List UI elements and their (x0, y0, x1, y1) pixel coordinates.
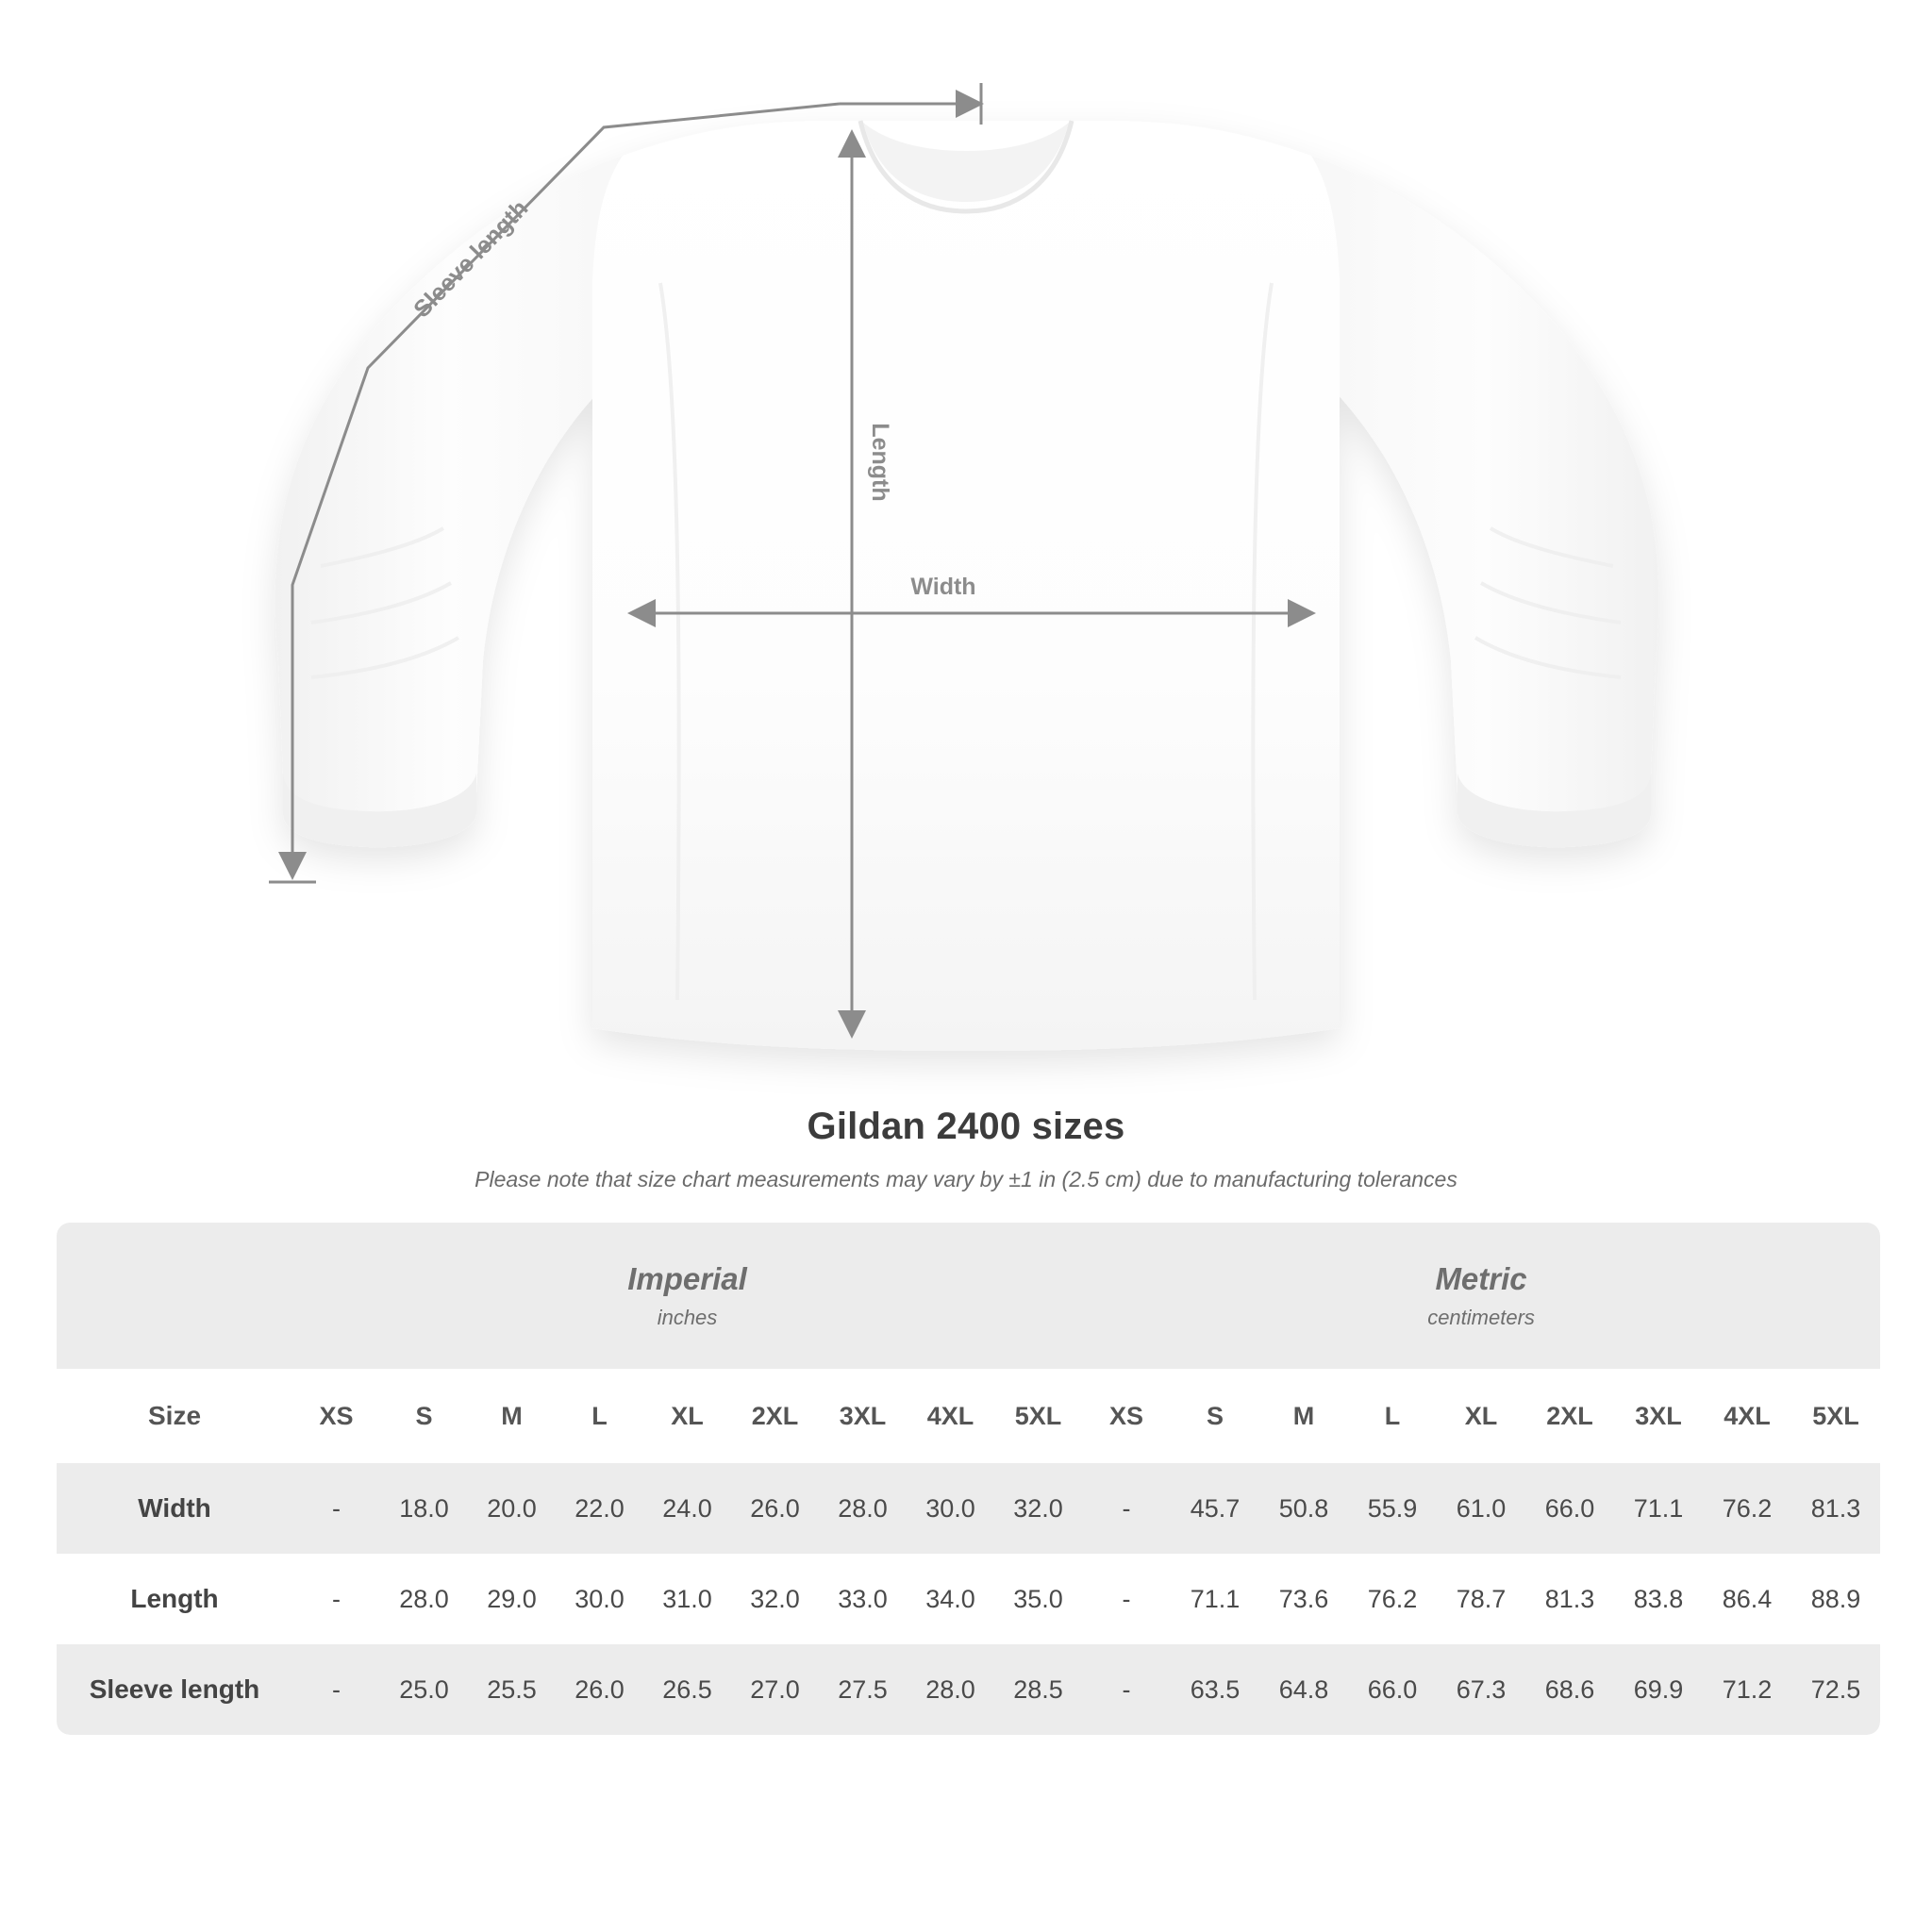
cell-length-met-4xl: 86.4 (1703, 1554, 1791, 1644)
tolerance-note: Please note that size chart measurements may vary by ±1 in (2.5 cm) due to manufacturing tolerances (475, 1167, 1457, 1191)
size-table-wrap (57, 1223, 1875, 1735)
row-label-sleeve-length: Sleeve length (57, 1644, 292, 1735)
cell-width-imp-4xl: 30.0 (907, 1463, 994, 1554)
table-row (57, 1554, 1880, 1644)
cell-length-met-5xl: 88.9 (1791, 1554, 1880, 1644)
page-title: Gildan 2400 sizes (807, 1106, 1125, 1147)
cell-length-imp-l: 30.0 (556, 1554, 643, 1644)
cell-length-met-l: 76.2 (1348, 1554, 1437, 1644)
col-header-met-s: S (1171, 1369, 1259, 1463)
col-header-imp-s: S (380, 1369, 468, 1463)
title-block (0, 1106, 1932, 1192)
cell-sleeve-met-xl: 67.3 (1437, 1644, 1525, 1735)
cell-width-met-5xl: 81.3 (1791, 1463, 1880, 1554)
cell-width-met-3xl: 71.1 (1614, 1463, 1703, 1554)
cell-length-imp-2xl: 32.0 (731, 1554, 819, 1644)
length-label: Length (867, 423, 893, 502)
cell-sleeve-met-3xl: 69.9 (1614, 1644, 1703, 1735)
size-table (57, 1223, 1880, 1735)
imperial-header (292, 1223, 1082, 1369)
metric-name: Metric (1435, 1261, 1527, 1296)
cell-sleeve-imp-3xl: 27.5 (819, 1644, 907, 1735)
cell-length-met-m: 73.6 (1259, 1554, 1348, 1644)
cell-sleeve-met-4xl: 71.2 (1703, 1644, 1791, 1735)
sleeve-length-label: Sleeve length (408, 194, 534, 324)
cell-sleeve-imp-l: 26.0 (556, 1644, 643, 1735)
units-row (57, 1223, 1880, 1369)
cell-sleeve-imp-xl: 26.5 (643, 1644, 731, 1735)
col-header-met-xs: XS (1082, 1369, 1171, 1463)
cell-length-imp-xl: 31.0 (643, 1554, 731, 1644)
size-header-label: Size (57, 1369, 292, 1463)
col-header-met-m: M (1259, 1369, 1348, 1463)
cell-sleeve-imp-m: 25.5 (468, 1644, 556, 1735)
col-header-met-2xl: 2XL (1525, 1369, 1614, 1463)
col-header-imp-xl: XL (643, 1369, 731, 1463)
col-header-met-4xl: 4XL (1703, 1369, 1791, 1463)
cell-width-met-4xl: 76.2 (1703, 1463, 1791, 1554)
cell-sleeve-imp-4xl: 28.0 (907, 1644, 994, 1735)
metric-sub: centimeters (1427, 1306, 1535, 1329)
col-header-imp-4xl: 4XL (907, 1369, 994, 1463)
cell-length-imp-s: 28.0 (380, 1554, 468, 1644)
cell-width-imp-5xl: 32.0 (994, 1463, 1082, 1554)
col-header-met-l: L (1348, 1369, 1437, 1463)
col-header-met-3xl: 3XL (1614, 1369, 1703, 1463)
cell-width-imp-xl: 24.0 (643, 1463, 731, 1554)
table-row (57, 1463, 1880, 1554)
col-header-imp-3xl: 3XL (819, 1369, 907, 1463)
col-header-imp-l: L (556, 1369, 643, 1463)
cell-width-imp-l: 22.0 (556, 1463, 643, 1554)
row-label-length: Length (57, 1554, 292, 1644)
cell-width-imp-xs: - (292, 1463, 380, 1554)
cell-width-met-m: 50.8 (1259, 1463, 1348, 1554)
row-label-width: Width (57, 1463, 292, 1554)
col-header-met-xl: XL (1437, 1369, 1525, 1463)
cell-length-met-s: 71.1 (1171, 1554, 1259, 1644)
cell-width-met-xs: - (1082, 1463, 1171, 1554)
cell-length-imp-xs: - (292, 1554, 380, 1644)
cell-width-imp-3xl: 28.0 (819, 1463, 907, 1554)
units-spacer (57, 1223, 292, 1369)
table-row (57, 1644, 1880, 1735)
cell-length-met-3xl: 83.8 (1614, 1554, 1703, 1644)
cell-sleeve-met-l: 66.0 (1348, 1644, 1437, 1735)
cell-length-imp-5xl: 35.0 (994, 1554, 1082, 1644)
metric-header (1082, 1223, 1880, 1369)
cell-sleeve-met-5xl: 72.5 (1791, 1644, 1880, 1735)
cell-length-met-2xl: 81.3 (1525, 1554, 1614, 1644)
col-header-imp-xs: XS (292, 1369, 380, 1463)
cell-sleeve-imp-xs: - (292, 1644, 380, 1735)
cell-sleeve-met-m: 64.8 (1259, 1644, 1348, 1735)
col-header-met-5xl: 5XL (1791, 1369, 1880, 1463)
col-header-imp-m: M (468, 1369, 556, 1463)
cell-length-imp-3xl: 33.0 (819, 1554, 907, 1644)
imperial-name: Imperial (627, 1261, 747, 1296)
cell-width-met-2xl: 66.0 (1525, 1463, 1614, 1554)
cell-sleeve-met-s: 63.5 (1171, 1644, 1259, 1735)
cell-width-met-s: 45.7 (1171, 1463, 1259, 1554)
cell-length-met-xs: - (1082, 1554, 1171, 1644)
cell-sleeve-imp-5xl: 28.5 (994, 1644, 1082, 1735)
col-header-imp-5xl: 5XL (994, 1369, 1082, 1463)
col-header-imp-2xl: 2XL (731, 1369, 819, 1463)
cell-width-met-xl: 61.0 (1437, 1463, 1525, 1554)
cell-length-met-xl: 78.7 (1437, 1554, 1525, 1644)
cell-sleeve-imp-s: 25.0 (380, 1644, 468, 1735)
cell-length-imp-4xl: 34.0 (907, 1554, 994, 1644)
cell-width-imp-2xl: 26.0 (731, 1463, 819, 1554)
size-header-row (57, 1369, 1880, 1463)
cell-length-imp-m: 29.0 (468, 1554, 556, 1644)
cell-width-imp-m: 20.0 (468, 1463, 556, 1554)
cell-width-met-l: 55.9 (1348, 1463, 1437, 1554)
cell-sleeve-imp-2xl: 27.0 (731, 1644, 819, 1735)
imperial-sub: inches (657, 1306, 718, 1329)
cell-sleeve-met-xs: - (1082, 1644, 1171, 1735)
cell-width-imp-s: 18.0 (380, 1463, 468, 1554)
cell-sleeve-met-2xl: 68.6 (1525, 1644, 1614, 1735)
width-label: Width (910, 574, 976, 600)
